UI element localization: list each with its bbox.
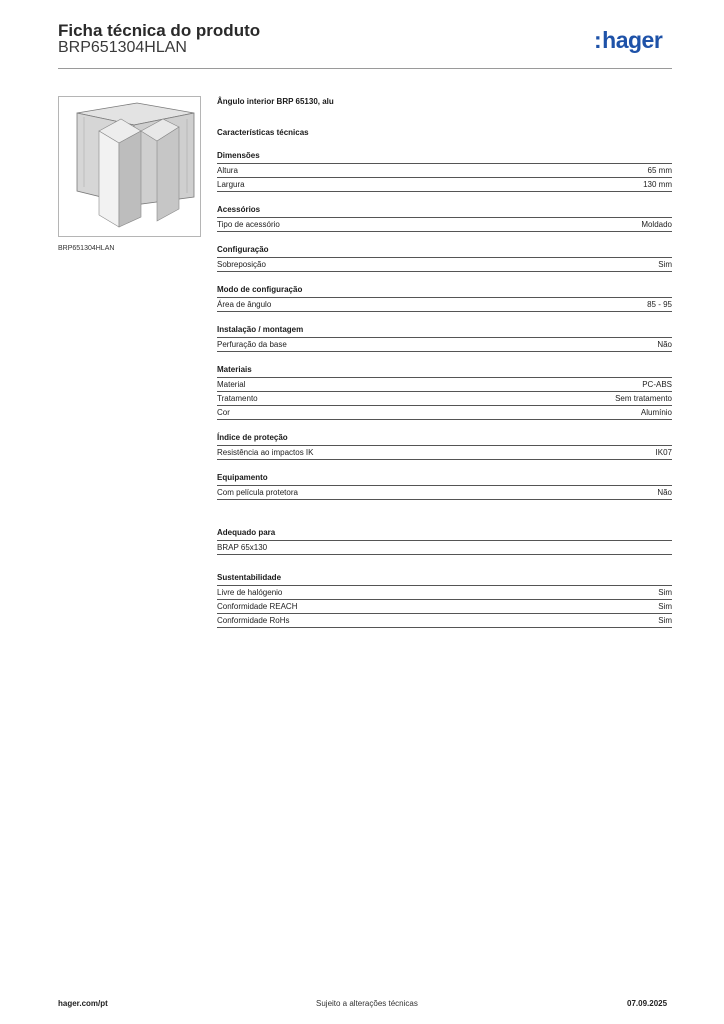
spec-value: Sim <box>658 588 672 597</box>
spec-groups <box>217 151 672 500</box>
spec-row <box>217 614 672 628</box>
suitable-for-group <box>217 528 672 555</box>
spec-row <box>217 378 672 392</box>
hager-logo: :hager <box>594 27 663 53</box>
spec-value: Alumínio <box>640 408 672 417</box>
spec-row <box>217 392 672 406</box>
spec-value: IK07 <box>655 448 672 457</box>
section-title: Características técnicas <box>217 128 309 137</box>
spec-key: Tratamento <box>217 394 258 403</box>
spec-group <box>217 325 672 352</box>
footer-date: 07.09.2025 <box>627 999 668 1008</box>
spec-group <box>217 433 672 460</box>
spec-row <box>217 446 672 460</box>
spec-row <box>217 586 672 600</box>
product-image <box>58 96 201 237</box>
spec-group <box>217 151 672 192</box>
spec-key: Material <box>217 380 246 389</box>
spec-value: 85 - 95 <box>647 300 672 309</box>
spec-value: Sim <box>658 260 672 269</box>
spec-key: Com película protetora <box>217 488 298 497</box>
spec-key: Perfuração da base <box>217 340 287 349</box>
group-title: Configuração <box>217 245 672 258</box>
spec-row <box>217 338 672 352</box>
spec-row <box>217 258 672 272</box>
spec-row <box>217 406 672 420</box>
spec-group <box>217 365 672 420</box>
spec-value: Não <box>657 340 672 349</box>
spec-key: Altura <box>217 166 238 175</box>
spec-group <box>217 473 672 500</box>
group-title: Índice de proteção <box>217 433 672 446</box>
group-title: Materiais <box>217 365 672 378</box>
group-title: Equipamento <box>217 473 672 486</box>
spec-value: PC-ABS <box>642 380 672 389</box>
spec-value: 130 mm <box>643 180 672 189</box>
spec-value: Não <box>657 488 672 497</box>
spec-group <box>217 245 672 272</box>
spec-row <box>217 600 672 614</box>
group-title: Modo de configuração <box>217 285 672 298</box>
header-divider <box>58 68 672 69</box>
footer-note: Sujeito a alterações técnicas <box>316 999 418 1008</box>
corner-piece-illustration <box>59 97 200 236</box>
spec-row <box>217 298 672 312</box>
spec-row <box>217 486 672 500</box>
spec-value: 65 mm <box>647 166 672 175</box>
spec-value: Sem tratamento <box>615 394 672 403</box>
page-title: Ficha técnica do produto <box>58 21 261 40</box>
spec-key: Conformidade RoHs <box>217 616 290 625</box>
logo-text: hager <box>602 27 663 53</box>
spec-group <box>217 285 672 312</box>
footer-link[interactable]: hager.com/pt <box>58 999 108 1008</box>
group-title: Dimensões <box>217 151 672 164</box>
group-title: Instalação / montagem <box>217 325 672 338</box>
spec-key: Área de ângulo <box>217 300 272 309</box>
spec-key: Tipo de acessório <box>217 220 280 229</box>
spec-value: Sim <box>658 616 672 625</box>
spec-value: Moldado <box>641 220 672 229</box>
group-title: Acessórios <box>217 205 672 218</box>
spec-key: Largura <box>217 180 245 189</box>
spec-key: Sobreposição <box>217 260 266 269</box>
image-caption: BRP651304HLAN <box>58 245 115 252</box>
spec-row <box>217 218 672 232</box>
spec-row <box>217 164 672 178</box>
spec-key: BRAP 65x130 <box>217 543 268 552</box>
spec-content <box>217 97 672 628</box>
sustainability-group <box>217 573 672 628</box>
group-title: Sustentabilidade <box>217 573 672 586</box>
spec-key: Cor <box>217 408 230 417</box>
product-code: BRP651304HLAN <box>58 39 187 56</box>
group-title: Adequado para <box>217 528 672 541</box>
spec-key: Livre de halógenio <box>217 588 283 597</box>
spec-row <box>217 178 672 192</box>
spec-row <box>217 541 672 555</box>
spec-value: Sim <box>658 602 672 611</box>
product-title: Ângulo interior BRP 65130, alu <box>217 97 334 106</box>
spec-group <box>217 205 672 232</box>
spec-key: Conformidade REACH <box>217 602 298 611</box>
spec-key: Resistência ao impactos IK <box>217 448 314 457</box>
